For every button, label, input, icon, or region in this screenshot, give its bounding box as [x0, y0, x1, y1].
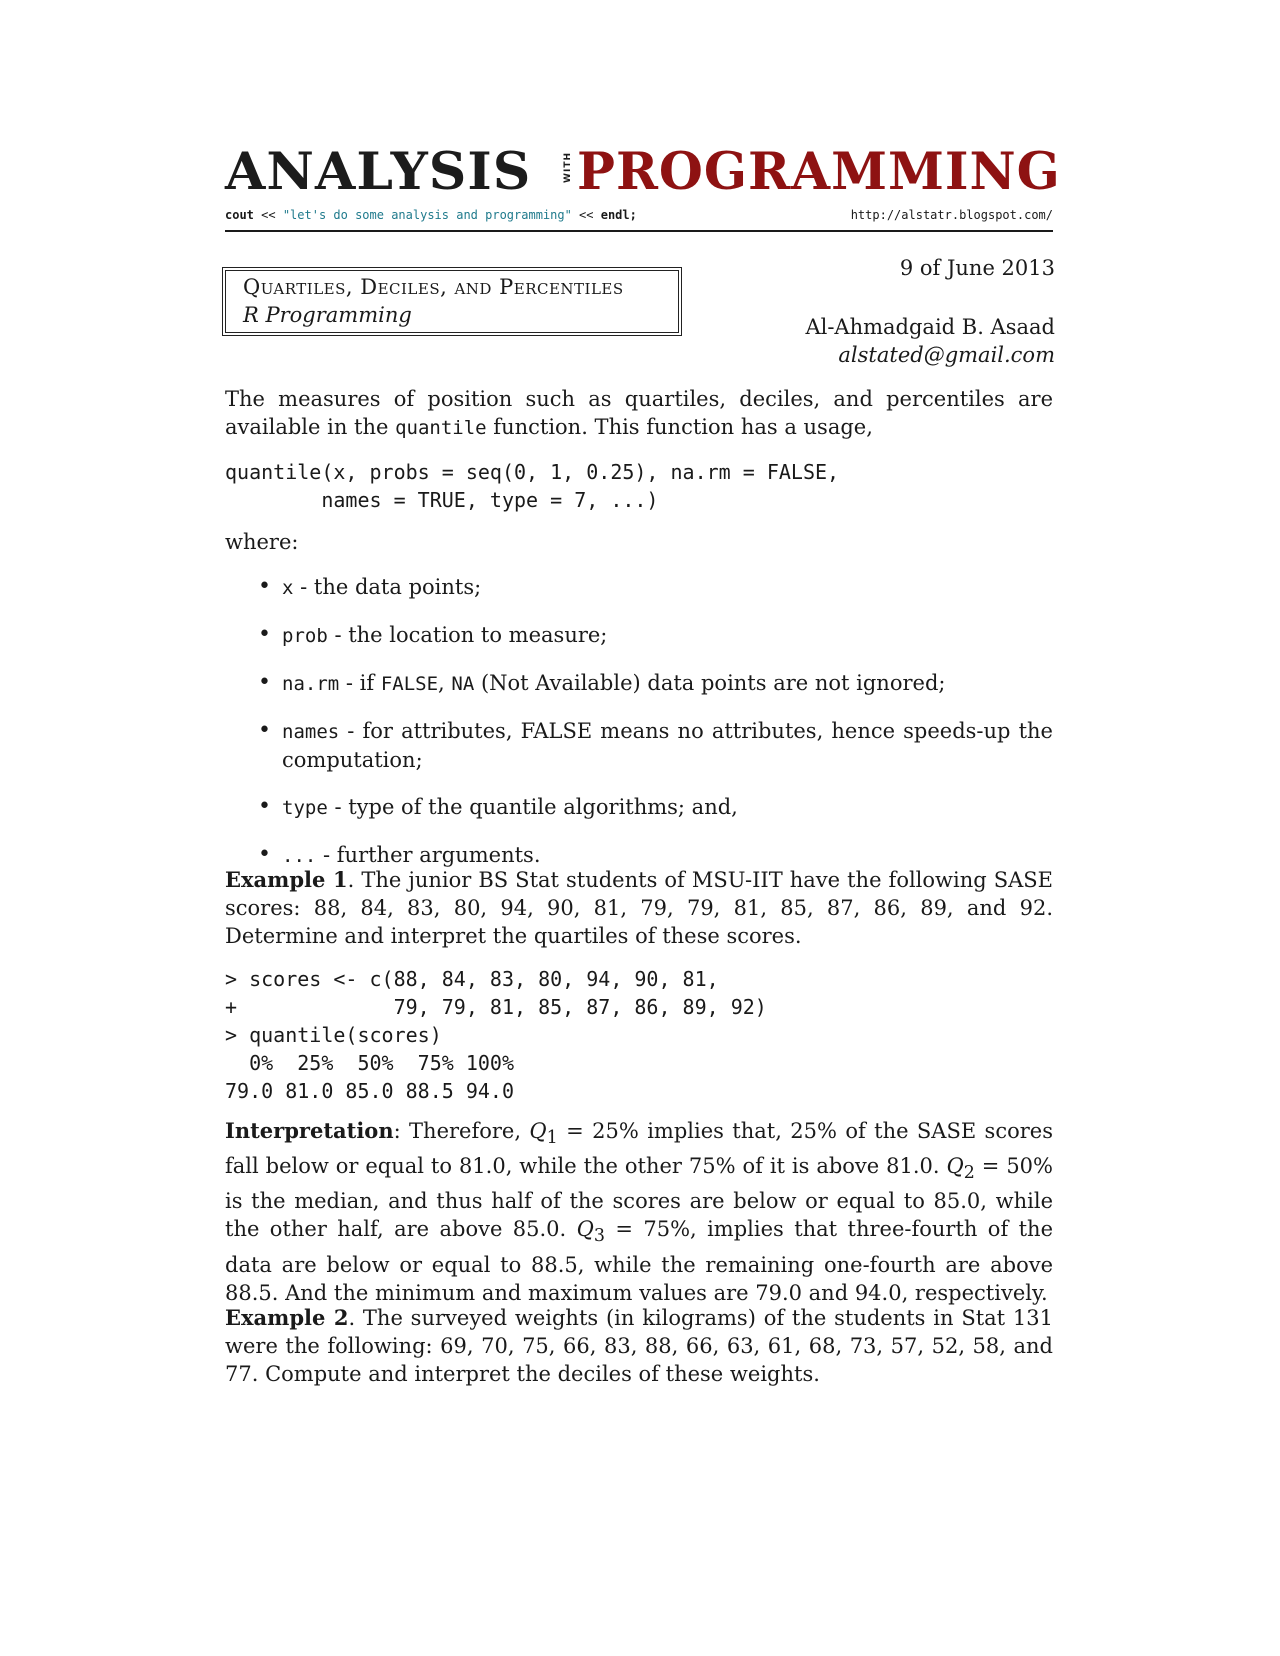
inline-code: NA: [451, 673, 475, 695]
argument-name: prob: [282, 625, 328, 647]
interpretation-label: Interpretation: [225, 1118, 394, 1143]
list-item: [258, 669, 1053, 698]
argument-list: [258, 573, 1053, 889]
intro-text: function. This function has a usage,: [486, 415, 873, 439]
document-subtitle: R Programming: [243, 303, 412, 327]
tagline-string: "let's do some analysis and programming": [282, 208, 572, 222]
example-text: . The junior BS Stat students of MSU-IIT have the following SASE scores: 88, 84, 83, 80, 94, 90, 81, 79, 79, 81, 85, 87, 86, 89, and 92. Determine and interpret the quartiles of these scores.: [225, 868, 1053, 948]
author-block: [805, 313, 1055, 369]
list-item: [258, 573, 1053, 602]
inline-code: FALSE: [380, 673, 439, 695]
example-2-paragraph: [225, 1304, 1053, 1388]
logo-analysis: ANALYSIS: [225, 142, 532, 202]
tagline-operator: <<: [579, 208, 594, 222]
interpretation-paragraph: [225, 1117, 1053, 1307]
math-subscript: 1: [546, 1128, 558, 1149]
argument-name: ...: [282, 845, 317, 867]
document-title: Quartiles, Deciles, and Percentiles: [243, 275, 624, 299]
title-box: [225, 270, 679, 333]
interpretation-text: = 75%, implies that three-fourth of the data are below or equal to 88.5, while the remaining one-fourth are above 88.5. And the minimum and maximum values are 79.0 and 94.0, respectively.: [225, 1217, 1054, 1305]
interpretation-text: = 50% is the median, and thus half of the scores are below or equal to 85.0, while the other half, are above 85.0.: [225, 1154, 1053, 1242]
where-label: where:: [225, 530, 299, 554]
inline-code: quantile: [395, 417, 487, 439]
blog-url[interactable]: http://alstatr.blogspot.com/: [850, 208, 1053, 222]
argument-description: - the data points;: [293, 575, 482, 599]
argument-name: names: [282, 721, 340, 743]
argument-name: na.rm: [282, 673, 340, 695]
math-subscript: 2: [963, 1163, 975, 1184]
argument-description: - if: [339, 671, 381, 695]
masthead: [225, 142, 1061, 232]
argument-description: ,: [438, 671, 452, 695]
usage-code-block: quantile(x, probs = seq(0, 1, 0.25), na.rm = FALSE, names = TRUE, type = 7, ...): [225, 460, 840, 512]
interpretation-text: = 25% implies that, 25% of the SASE scores fall below or equal to 81.0, while the other 75% of it is above 81.0.: [225, 1119, 1053, 1179]
example-label: Example 1: [225, 867, 348, 892]
list-item: [258, 793, 1053, 822]
argument-description: - further arguments.: [316, 843, 541, 867]
list-item: [258, 717, 1053, 774]
example-1-paragraph: [225, 866, 1053, 950]
tagline-cout: cout: [225, 208, 254, 222]
math-subscript: 3: [593, 1226, 605, 1247]
intro-paragraph: [225, 385, 1053, 442]
example-text: . The surveyed weights (in kilograms) of the students in Stat 131 were the following: 69, 70, 75, 66, 83, 88, 66, 63, 61, 68, 73, 57, 52, 58, and 77. Compute and interpret the deciles of these weights.: [225, 1306, 1053, 1386]
tagline-endl: endl;: [600, 208, 637, 222]
math-symbol: Q: [946, 1154, 964, 1179]
interpretation-text: : Therefore,: [393, 1119, 530, 1143]
logo-with: WITH: [563, 152, 573, 183]
logo-programming: PROGRAMMING: [577, 142, 1061, 202]
author-name: Al-Ahmadgaid B. Asaad: [805, 315, 1055, 339]
masthead-rule: [225, 230, 1053, 232]
tagline: [225, 208, 637, 222]
math-symbol: Q: [529, 1119, 547, 1143]
example-label: Example 2: [225, 1305, 349, 1330]
math-symbol: Q: [576, 1217, 594, 1242]
author-email[interactable]: alstated@gmail.com: [838, 343, 1055, 367]
argument-name: type: [282, 797, 328, 819]
argument-description: - type of the quantile algorithms; and,: [327, 795, 738, 819]
list-item: [258, 621, 1053, 650]
argument-description: (Not Available) data points are not ignored;: [474, 671, 946, 695]
argument-description: - for attributes, FALSE means no attributes, hence speeds-up the computation;: [282, 719, 1053, 772]
tagline-operator: <<: [261, 208, 276, 222]
intro-text: The measures of position such as quartiles, deciles, and percentiles are available in the: [225, 387, 1053, 439]
document-date: 9 of June 2013: [899, 256, 1055, 280]
argument-name: x: [282, 577, 294, 599]
logo: [225, 142, 1061, 202]
argument-description: - the location to measure;: [327, 623, 608, 647]
example-1-code-block: > scores <- c(88, 84, 83, 80, 94, 90, 81, + 79, 79, 81, 85, 87, 86, 89, 92) > quantile(scores) 0% 25% 50% 75% 100% 79.0 81.0 85.0 88.5 94.0: [225, 967, 767, 1103]
